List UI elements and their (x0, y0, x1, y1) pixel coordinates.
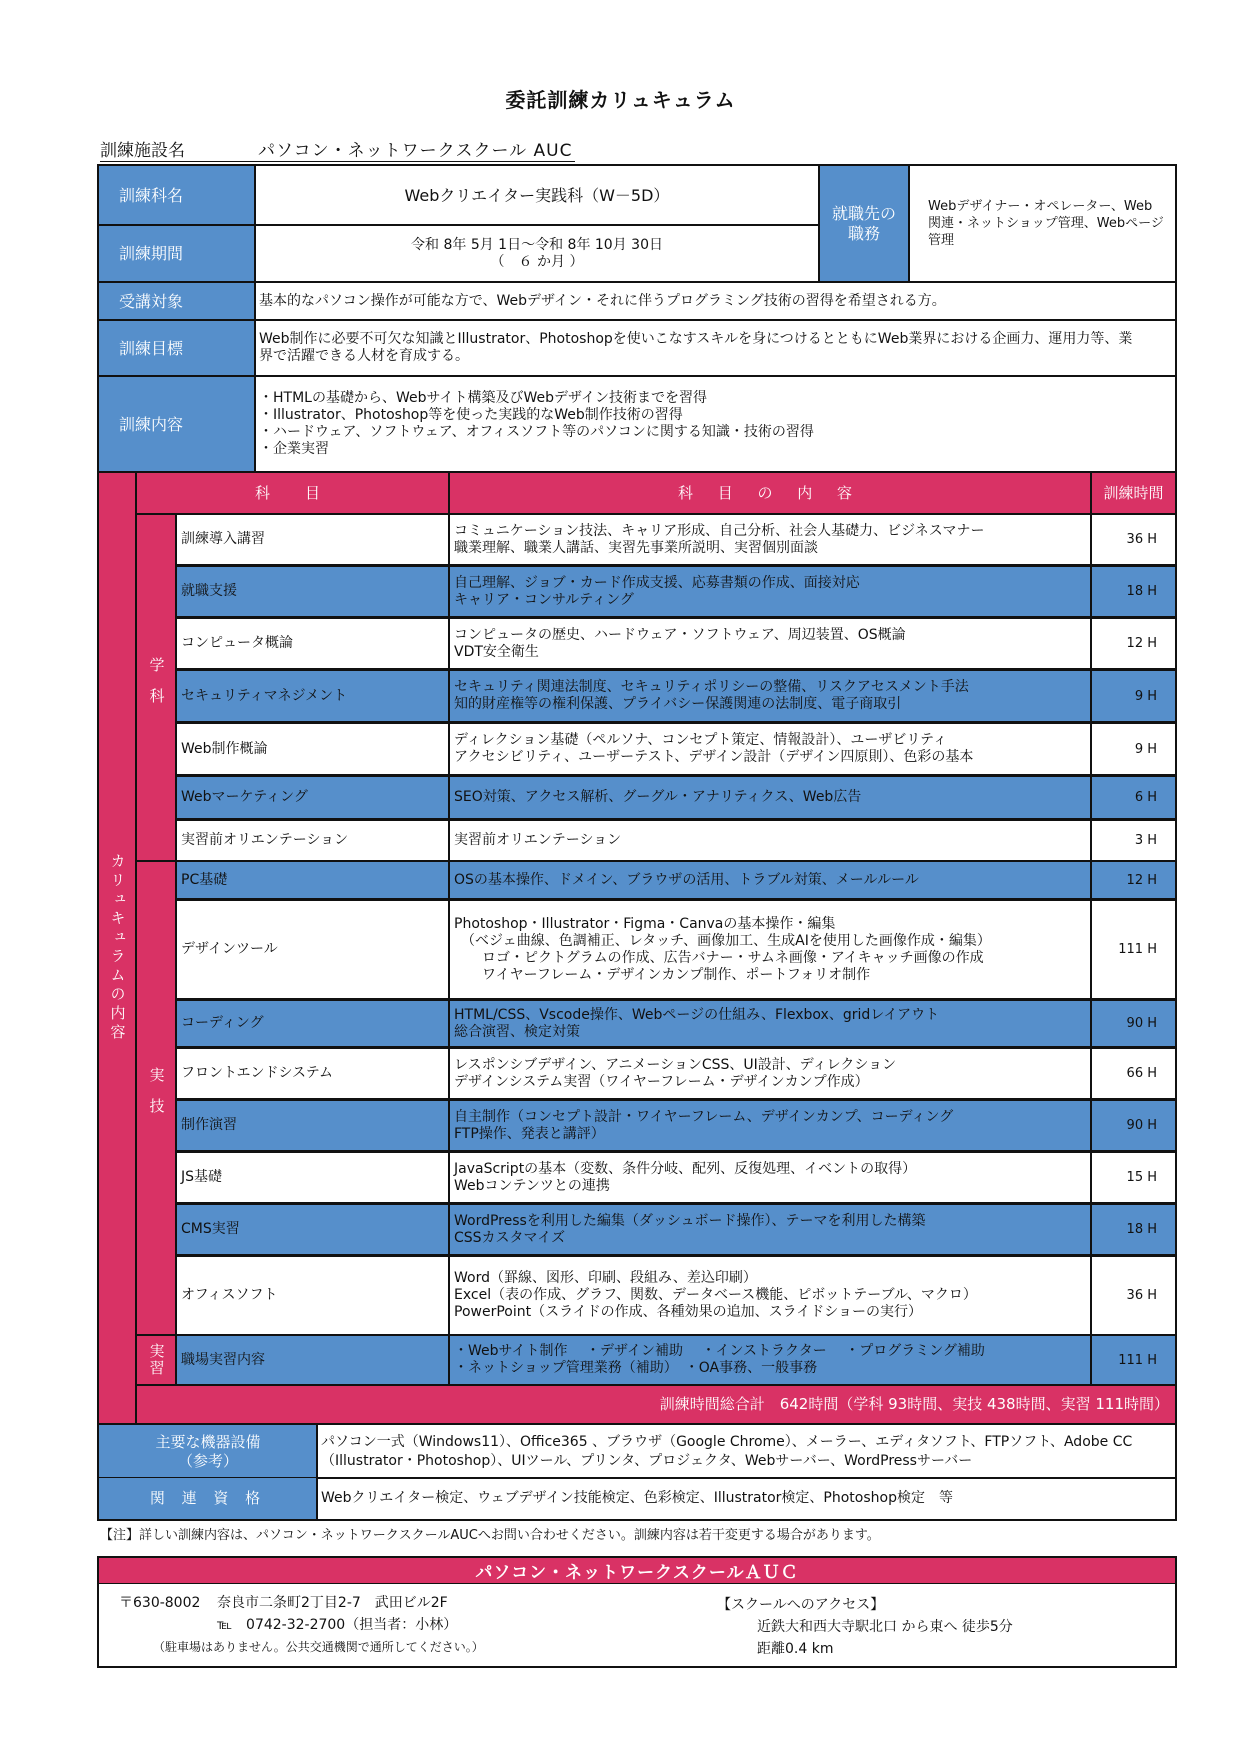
facility-name: パソコン・ネットワークスクール AUC (258, 136, 575, 162)
row-content-line: アクセシビリティ、ユーザーテスト、デザイン設計（デザイン四原則）、色彩の基本 (454, 749, 974, 765)
row-content (448, 1255, 1092, 1336)
row-subject: コンピュータ概論 (175, 617, 450, 670)
row-content-line: 自己理解、ジョブ・カード作成支援、応募書類の作成、面接対応 (454, 574, 860, 591)
footer-box (97, 1556, 1177, 1668)
row-hours: 66 H (1090, 1047, 1177, 1100)
content-item: ・ハードウェア、ソフトウェア、オフィスソフト等のパソコンに関する知識・技術の習得 (259, 423, 814, 440)
group-jitsugi: 実技 (135, 860, 177, 1336)
row-content-line: ロゴ・ピクトグラムの作成、広告バナー・サムネ画像・アイキャッチ画像の作成 (454, 949, 984, 966)
footer-access-route: 近鉄大和西大寺駅北口 から東へ 徒歩5分 (757, 1619, 1013, 1635)
row-hours: 9 H (1090, 722, 1177, 776)
row-content-line: Photoshop・Illustrator・Figma・Canvaの基本操作・編集 (454, 915, 836, 932)
page-title: 委託訓練カリュキュラム (505, 88, 736, 112)
header-content: 科 目 の 内 容 (448, 471, 1092, 515)
course-name: Webクリエイター実践科（W－5D） (254, 164, 820, 226)
row-hours: 3 H (1090, 819, 1177, 862)
row-content-line: ディレクション基礎（ペルソナ、コンセプト策定、情報設計）、ユーザビリティ (454, 732, 947, 748)
header-subject: 科 目 (135, 471, 450, 515)
row-subject: フロントエンドシステム (175, 1047, 450, 1100)
row-content-line: 職業理解、職業人講話、実習先事業所説明、実習個別面談 (454, 539, 818, 556)
row-content-line: OSの基本操作、ドメイン、ブラウザの活用、トラブル対策、メールルール (454, 871, 919, 888)
row-content (448, 860, 1092, 900)
row-content-line: HTML/CSS、Vscode操作、Webページの仕組み、Flexbox、gridレイアウト (454, 1006, 940, 1023)
row-hours: 18 H (1090, 565, 1177, 618)
row-subject: セキュリティマネジメント (175, 669, 450, 723)
row-content-line: Excel（表の作成、グラフ、関数、データベース機能、ピボットテーブル、マクロ） (454, 1287, 977, 1303)
row-hours: 12 H (1090, 617, 1177, 670)
footer-access-distance: 距離0.4 km (757, 1641, 834, 1657)
course-name-label: 訓練科名 (97, 164, 256, 226)
content-list (254, 375, 1177, 473)
row-content (448, 1203, 1092, 1256)
row-content-line: デザインシステム実習（ワイヤーフレーム・デザインカンプ作成） (454, 1073, 869, 1090)
period-cell (254, 224, 820, 283)
row-content-line: 自主制作（コンセプト設計・ワイヤーフレーム、デザインカンプ、コーディング (454, 1108, 954, 1125)
period-duration: （ ６ か月 ） (490, 253, 584, 270)
row-content (448, 1047, 1092, 1100)
row-hours: 15 H (1090, 1151, 1177, 1204)
row-content-line: VDT安全衛生 (454, 643, 539, 660)
group-gakka: 学科 (135, 513, 177, 862)
row-subject: 実習前オリエンテーション (175, 819, 450, 862)
facility-label: 訓練施設名 (100, 136, 258, 162)
row-content (448, 999, 1092, 1048)
row-content-line: WordPressを利用した編集（ダッシュボード操作）、テーマを利用した構築 (454, 1212, 926, 1229)
row-subject: PC基礎 (175, 860, 450, 900)
row-subject: 職場実習内容 (175, 1334, 450, 1386)
footer-postal: 〒630-8002 (119, 1595, 201, 1611)
row-content-line: キャリア・コンサルティング (454, 591, 634, 608)
curriculum-section-label: カリュキュラムの内容 (97, 471, 137, 1425)
row-content (448, 819, 1092, 862)
period-label: 訓練期間 (97, 224, 256, 283)
row-content (448, 1151, 1092, 1204)
row-content-line: JavaScriptの基本（変数、条件分岐、配列、反復処理、イベントの取得） (454, 1160, 917, 1177)
row-hours: 9 H (1090, 669, 1177, 723)
row-content-line: PowerPoint（スライドの作成、各種効果の追加、スライドショーの実行） (454, 1304, 922, 1320)
row-content-line: ・ネットショップ管理業務（補助） ・OA事務、一般事務 (454, 1360, 818, 1376)
row-content (448, 513, 1092, 566)
row-hours: 111 H (1090, 899, 1177, 1000)
target-label: 受講対象 (97, 281, 256, 321)
row-content-line: CSSカスタマイズ (454, 1229, 566, 1246)
row-content (448, 1334, 1092, 1386)
content-item: ・Illustrator、Photoshop等を使った実践的なWeb制作技術の習得 (259, 406, 683, 423)
row-content-line: SEO対策、アクセス解析、グーグル・アナリティクス、Web広告 (454, 789, 862, 805)
footer-address: 奈良市二条町2丁目2-7 武田ビル2F (217, 1595, 448, 1611)
content-item: ・HTMLの基礎から、Webサイト構築及びWebデザイン技術までを習得 (259, 389, 708, 406)
row-content-line: レスポンシブデザイン、アニメーションCSS、UI設計、ディレクション (454, 1056, 897, 1073)
row-subject: CMS実習 (175, 1203, 450, 1256)
header-hours: 訓練時間 (1090, 471, 1177, 515)
row-hours: 90 H (1090, 1099, 1177, 1152)
row-content-line: セキュリティ関連法制度、セキュリティポリシーの整備、リスクアセスメント手法 (454, 679, 969, 695)
row-hours: 36 H (1090, 1255, 1177, 1336)
row-content (448, 617, 1092, 670)
jobs-label: 就職先の 職務 (818, 164, 910, 283)
row-content-line: FTP操作、発表と講評） (454, 1125, 605, 1142)
row-content-line: 総合演習、検定対策 (454, 1023, 580, 1040)
total-hours-row: 訓練時間総合計 642時間（学科 93時間、実技 438時間、実習 111時間） (135, 1384, 1177, 1425)
goal-text: Web制作に必要不可欠な知識とIllustrator、Photoshopを使いこなすスキルを身につけるとともにWeb業界における企画力、運用力等、業 界で活躍できる人材を育成する。 (254, 319, 1177, 377)
row-content (448, 669, 1092, 723)
row-subject: 訓練導入講習 (175, 513, 450, 566)
row-content-line: コンピュータの歴史、ハードウェア・ソフトウェア、周辺装置、OS概論 (454, 626, 906, 643)
row-content-line: Webコンテンツとの連携 (454, 1177, 610, 1194)
row-hours: 6 H (1090, 775, 1177, 820)
row-subject: Web制作概論 (175, 722, 450, 776)
row-content-line: 実習前オリエンテーション (454, 832, 622, 848)
row-hours: 18 H (1090, 1203, 1177, 1256)
row-subject: 制作演習 (175, 1099, 450, 1152)
target-text: 基本的なパソコン操作が可能な方で、Webデザイン・それに伴うプログラミング技術の習得を希望される方。 (254, 281, 1177, 321)
row-content-line: ・Webサイト制作 ・デザイン補助 ・インストラクター ・プログラミング補助 (454, 1343, 985, 1359)
footer-school-name: パソコン・ネットワークスクールＡＵＣ (99, 1558, 1175, 1584)
row-content (448, 722, 1092, 776)
row-content-line: 知的財産権等の権利保護、プライバシー保護関連の法制度、電子商取引 (454, 696, 902, 712)
row-content-line: ワイヤーフレーム・デザインカンプ制作、ポートフォリオ制作 (454, 966, 871, 983)
content-item: ・企業実習 (259, 440, 329, 457)
row-subject: Webマーケティング (175, 775, 450, 820)
content-label: 訓練内容 (97, 375, 256, 473)
goal-label: 訓練目標 (97, 319, 256, 377)
footer-tel: ℡ 0742-32-2700（担当者：小林） (217, 1617, 458, 1633)
row-hours: 36 H (1090, 513, 1177, 566)
row-subject: コーディング (175, 999, 450, 1048)
note-text: 【注】詳しい訓練内容は、パソコン・ネットワークスクールAUCへお問い合わせください。訓練内容は若干変更する場合があります。 (100, 1528, 880, 1543)
facility-line (100, 136, 575, 162)
equipment-label: 主要な機器設備 （参考） (97, 1423, 318, 1479)
row-content-line: コミュニケーション技法、キャリア形成、自己分析、社会人基礎力、ビジネスマナー (454, 522, 985, 539)
group-jisshu: 実習 (135, 1334, 177, 1386)
row-hours: 111 H (1090, 1334, 1177, 1386)
footer-parking: （駐車場はありません。公共交通機関で通所してください。） (153, 1640, 484, 1654)
row-content (448, 775, 1092, 820)
row-subject: 就職支援 (175, 565, 450, 618)
row-content (448, 1099, 1092, 1152)
row-content (448, 565, 1092, 618)
row-content-line: （ベジェ曲線、色調補正、レタッチ、画像加工、生成AIを使用した画像作成・編集） (454, 932, 991, 949)
row-hours: 12 H (1090, 860, 1177, 900)
row-content (448, 899, 1092, 1000)
jobs-text: Webデザイナー・オペレーター、Web 関連・ネットショップ管理、Webページ 管理 (908, 164, 1177, 283)
row-subject: デザインツール (175, 899, 450, 1000)
period-range: 令和 8年 5月 1日～令和 8年 10月 30日 (411, 236, 663, 253)
row-subject: オフィスソフト (175, 1255, 450, 1336)
row-content-line: Word（罫線、図形、印刷、段組み、差込印刷） (454, 1270, 757, 1286)
footer-access-title: 【スクールへのアクセス】 (717, 1597, 885, 1613)
qualifications-text: Webクリエイター検定、ウェブデザイン技能検定、色彩検定、Illustrator検定、Photoshop検定 等 (316, 1477, 1177, 1521)
equipment-text: パソコン一式（Windows11）、Office365 、ブラウザ（Google Chrome）、メーラー、エディタソフト、FTPソフト、Adobe CC （Illustrator・Photoshop）、UIツール、プリンタ、プロジェクタ、Webサーバー、WordPressサーバー (316, 1423, 1177, 1479)
row-subject: JS基礎 (175, 1151, 450, 1204)
qualifications-label: 関 連 資 格 (97, 1477, 318, 1521)
row-hours: 90 H (1090, 999, 1177, 1048)
